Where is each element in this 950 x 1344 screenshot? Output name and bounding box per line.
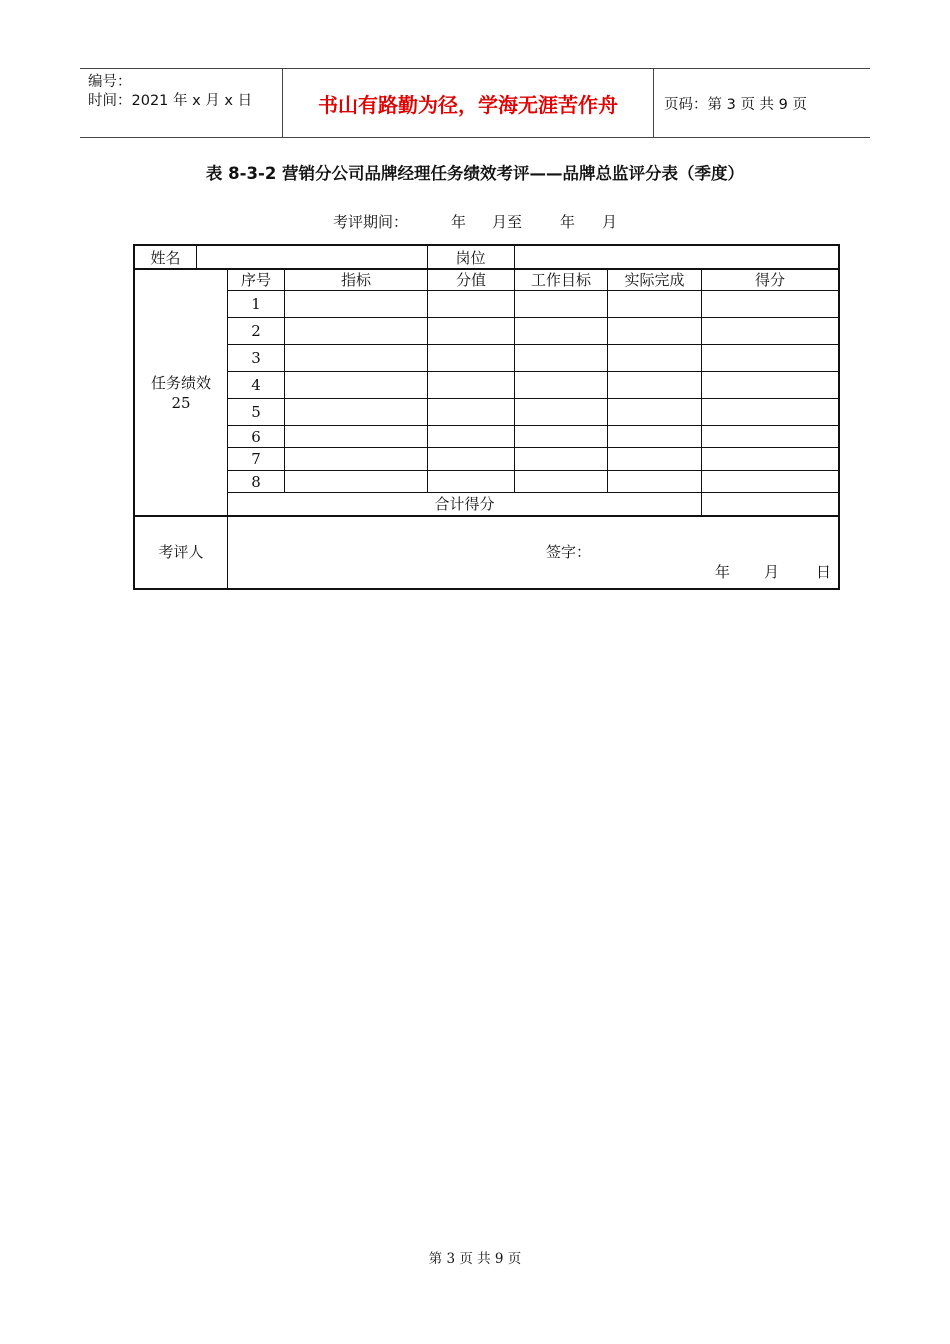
row-divider — [228, 344, 838, 345]
col-divider — [284, 268, 285, 492]
col-divider — [607, 268, 608, 492]
column-header-weight: 分值 — [455, 271, 486, 289]
name-label: 姓名 — [150, 249, 181, 267]
page-footer: 第 3 页 共 9 页 — [428, 1251, 522, 1267]
page-header — [80, 68, 870, 138]
row-divider — [228, 317, 838, 318]
row-divider — [228, 398, 838, 399]
column-header-score: 得分 — [754, 271, 785, 289]
period-start-month: 月至 — [492, 213, 523, 231]
table-row-number: 2 — [251, 322, 261, 340]
col-divider — [701, 268, 702, 515]
column-header-indicator: 指标 — [340, 271, 371, 289]
column-header-target: 工作目标 — [530, 271, 591, 289]
period-end-month: 月 — [602, 213, 618, 231]
date-year-label: 年 — [715, 563, 731, 581]
section-label: 任务绩效 — [150, 374, 211, 392]
reviewer-label: 考评人 — [158, 543, 204, 561]
col-divider — [514, 246, 515, 268]
document-number-label: 编号： — [88, 74, 132, 90]
date-month-label: 月 — [764, 563, 780, 581]
table-row-number: 4 — [251, 376, 261, 394]
period-end-year: 年 — [560, 213, 576, 231]
table-row-number: 6 — [251, 428, 261, 446]
period-start-year: 年 — [451, 213, 467, 231]
header-page-info: 页码：第 3 页 共 9 页 — [664, 96, 807, 113]
column-header-actual: 实际完成 — [624, 271, 685, 289]
row-divider — [228, 492, 838, 493]
header-meta — [80, 69, 282, 137]
table-row-number: 3 — [251, 349, 261, 367]
total-score-label: 合计得分 — [434, 495, 495, 513]
table-row-number: 1 — [251, 295, 261, 313]
form-title: 表 8-3-2 营销分公司品牌经理任务绩效考评——品牌总监评分表（季度） — [205, 164, 745, 183]
table-row-number: 8 — [251, 473, 261, 491]
table-row-number: 5 — [251, 403, 261, 421]
row-divider — [228, 447, 838, 448]
evaluation-form — [133, 244, 840, 590]
row-divider — [228, 290, 838, 291]
row-divider — [228, 425, 838, 426]
signature-label: 签字： — [546, 543, 592, 561]
col-divider — [514, 268, 515, 492]
period-label: 考评期间： — [333, 213, 409, 231]
col-divider — [196, 246, 197, 268]
row-divider — [135, 515, 838, 517]
column-header-seq: 序号 — [240, 271, 271, 289]
section-score: 25 — [171, 394, 191, 412]
row-divider — [228, 371, 838, 372]
table-row-number: 7 — [251, 450, 261, 468]
col-divider — [427, 268, 428, 492]
position-label: 岗位 — [455, 249, 486, 267]
row-divider — [135, 268, 838, 270]
row-divider — [228, 470, 838, 471]
date-day-label: 日 — [816, 563, 832, 581]
header-motto: 书山有路勤为径，学海无涯苦作舟 — [282, 69, 654, 137]
document-time-label: 时间：2021 年 x 月 x 日 — [88, 93, 253, 109]
